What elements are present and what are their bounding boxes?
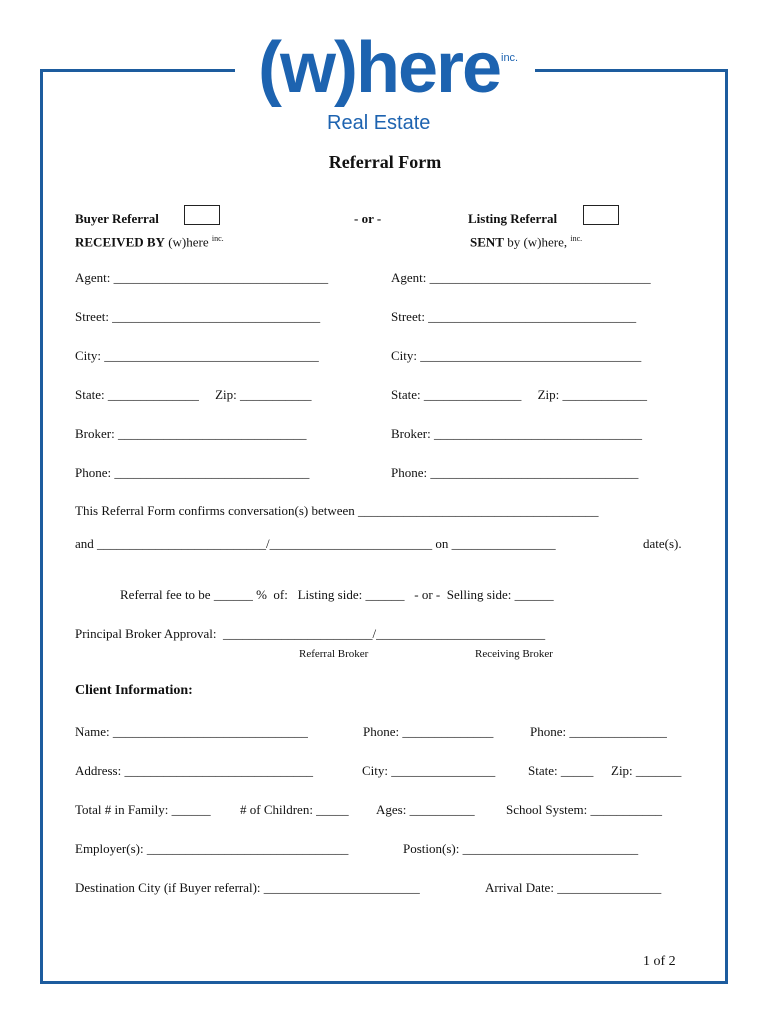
listing-sent-by: [470, 231, 582, 250]
client-info-heading: Client Information:: [75, 683, 193, 698]
listing-referral-label: Listing Referral: [468, 211, 558, 226]
client-state-field[interactable]: State: _____: [528, 763, 594, 778]
client-phone-2-field[interactable]: Phone: _______________: [530, 724, 667, 739]
receiving-broker-caption: Receiving Broker: [475, 648, 553, 660]
employer-field[interactable]: Employer(s): _______________________________: [75, 841, 349, 856]
logo-subtitle: Real Estate: [327, 112, 431, 134]
confirm-line-2[interactable]: and __________________________/_________________________ on ________________: [75, 536, 556, 551]
children-count-field[interactable]: # of Children: _____: [240, 802, 349, 817]
confirm-dates-label: date(s).: [643, 536, 682, 551]
client-phone-1-field[interactable]: Phone: ______________: [363, 724, 494, 739]
confirm-line-1[interactable]: This Referral Form confirms conversation(s) between _____________________________________: [75, 503, 599, 518]
arrival-date-field[interactable]: Arrival Date: ________________: [485, 880, 662, 895]
client-name-field[interactable]: Name: ______________________________: [75, 724, 308, 739]
family-total-field[interactable]: Total # in Family: ______: [75, 802, 211, 817]
left-state-zip-field[interactable]: State: ______________ Zip: ___________: [75, 387, 312, 402]
position-field[interactable]: Postion(s): ___________________________: [403, 841, 639, 856]
ages-field[interactable]: Ages: __________: [376, 802, 475, 817]
referral-fee-line[interactable]: Referral fee to be ______ % of: Listing side: ______ - or - Selling side: ______: [120, 587, 554, 602]
sent-where-text: by (w)here,: [503, 234, 568, 250]
buyer-received-by: [75, 231, 224, 250]
left-broker-field[interactable]: Broker: _____________________________: [75, 426, 307, 441]
left-agent-field[interactable]: Agent: _________________________________: [75, 270, 329, 285]
left-phone-field[interactable]: Phone: ______________________________: [75, 465, 310, 480]
logo-inc-mark: inc.: [501, 52, 519, 64]
listing-referral-checkbox[interactable]: [583, 205, 619, 225]
right-street-field[interactable]: Street: ________________________________: [391, 309, 637, 324]
right-city-field[interactable]: City: __________________________________: [391, 348, 642, 363]
right-broker-field[interactable]: Broker: ________________________________: [391, 426, 642, 441]
left-city-field[interactable]: City: _________________________________: [75, 348, 319, 363]
page-number: 1 of 2: [643, 954, 676, 969]
or-separator: - or -: [354, 211, 382, 226]
destination-city-field[interactable]: Destination City (if Buyer referral): ________________________: [75, 880, 420, 895]
school-system-field[interactable]: School System: ___________: [506, 802, 663, 817]
received-inc: inc.: [211, 234, 224, 243]
form-title: Referral Form: [328, 152, 442, 172]
buyer-referral-checkbox[interactable]: [184, 205, 220, 225]
right-state-zip-field[interactable]: State: _______________ Zip: _____________: [391, 387, 648, 402]
right-agent-field[interactable]: Agent: __________________________________: [391, 270, 651, 285]
sent-inc: inc.: [570, 234, 583, 243]
referral-broker-caption: Referral Broker: [299, 648, 369, 660]
sent-text: SENT: [470, 234, 504, 250]
buyer-referral-label: Buyer Referral: [75, 211, 159, 226]
received-where-text: (w)here: [164, 234, 209, 250]
company-logo: (w)here: [258, 28, 501, 108]
right-phone-field[interactable]: Phone: ________________________________: [391, 465, 639, 480]
principal-broker-approval[interactable]: Principal Broker Approval: _______________________/__________________________: [75, 626, 546, 641]
left-street-field[interactable]: Street: ________________________________: [75, 309, 321, 324]
client-address-field[interactable]: Address: _____________________________: [75, 763, 313, 778]
client-zip-field[interactable]: Zip: _______: [611, 763, 682, 778]
client-city-field[interactable]: City: ________________: [362, 763, 496, 778]
received-by-text: RECEIVED BY: [75, 234, 165, 250]
